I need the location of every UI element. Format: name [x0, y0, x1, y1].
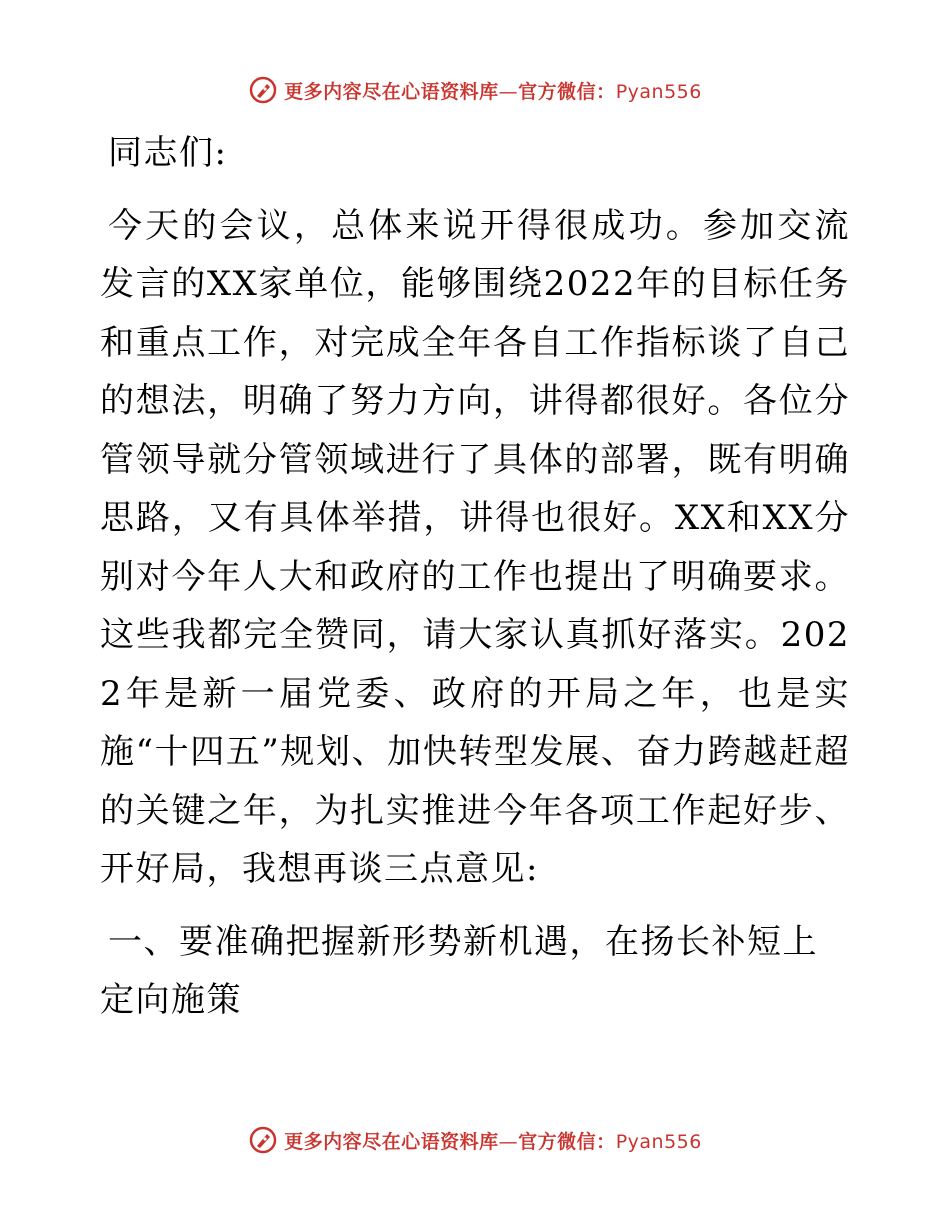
watermark-text — [284, 77, 702, 104]
watermark-separator: — — [498, 1130, 519, 1153]
pen-nib-logo-icon — [248, 75, 278, 105]
watermark-footer — [0, 1120, 950, 1160]
watermark-separator: — — [498, 80, 519, 103]
section-heading-1: 一、要准确把握新形势新机遇，在扬长补短上定向施策 — [100, 921, 818, 1020]
watermark-prefix: 更多内容尽在心语资料库 — [284, 1130, 499, 1153]
paragraph-1: 今天的会议，总体来说开得很成功。参加交流发言的XX家单位，能够围绕2022年的目标任务和重点工作，对完成全年各自工作指标谈了自己的想法，明确了努力方向，讲得都很好。各位分管领导就分管领域进行了具体的部署，既有明确思路，又有具体举措，讲得也很好。XX和XX分别对今年人大和政府的工作也提出了明确要求。这些我都完全赞同，请大家认真抓好落实。2022年是新一届党委、政府的开局之年，也是实施“十四五”规划、加快转型发展、奋力跨越赶超的关键之年，为扎实推进今年各项工作起好步、开好局，我想再谈三点意见: — [100, 205, 850, 889]
watermark-suffix: 官方微信： — [518, 1130, 616, 1153]
watermark-account: Pyan556 — [615, 80, 702, 103]
pen-nib-logo-icon — [248, 1125, 278, 1155]
watermark-header — [0, 70, 950, 110]
watermark-account: Pyan556 — [615, 1130, 702, 1153]
salutation: 同志们: — [108, 133, 228, 173]
document-body — [100, 124, 850, 1030]
watermark-prefix: 更多内容尽在心语资料库 — [284, 80, 499, 103]
watermark-suffix: 官方微信： — [518, 80, 616, 103]
watermark-text — [284, 1127, 702, 1154]
